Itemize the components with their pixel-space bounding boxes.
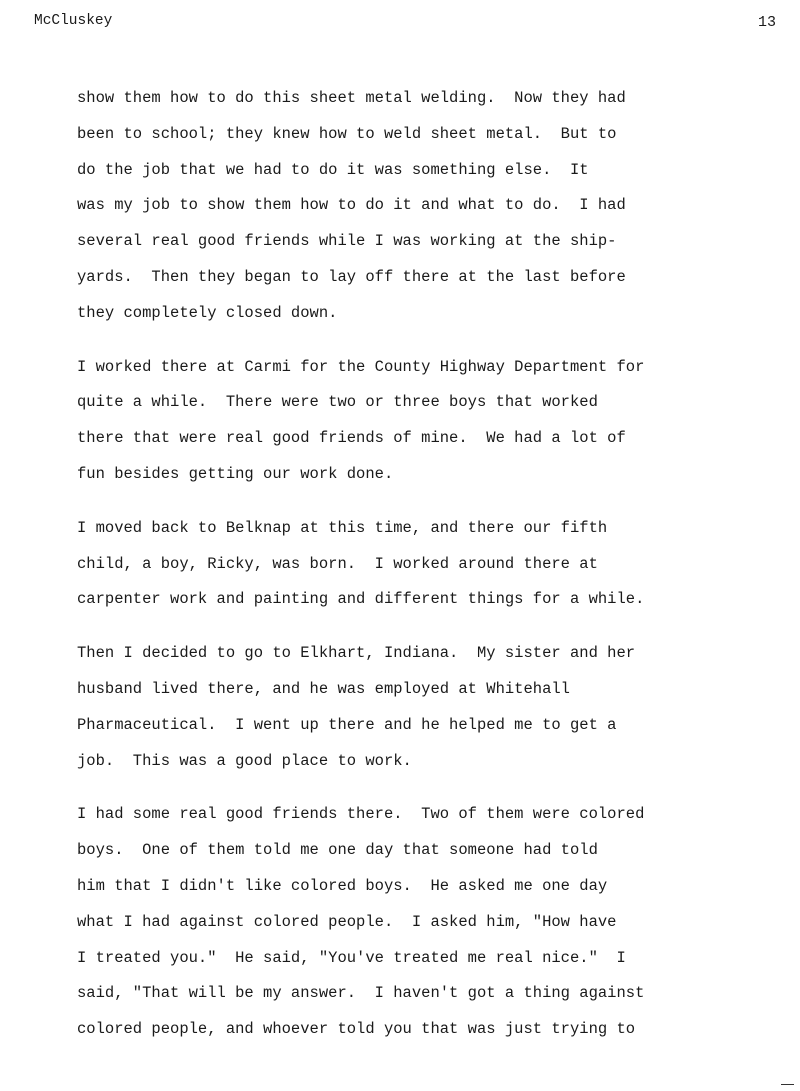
- text-line: I treated you." He said, "You've treated me real nice." I: [77, 948, 626, 967]
- text-line: there that were real good friends of mine. We had a lot of: [77, 429, 626, 448]
- text-line: him that I didn't like colored boys. He asked me one day: [77, 876, 608, 895]
- running-header-author: McCluskey: [34, 13, 113, 29]
- text-line: carpenter work and painting and different things for a while.: [77, 590, 645, 609]
- paragraph: [77, 511, 777, 618]
- text-line: been to school; they knew how to weld sheet metal. But to: [77, 124, 617, 143]
- text-line: show them how to do this sheet metal welding. Now they had: [77, 89, 626, 107]
- text-line: job. This was a good place to work.: [77, 751, 412, 770]
- paragraph: [77, 636, 777, 779]
- text-line: I moved back to Belknap at this time, and there our fifth: [77, 518, 608, 537]
- document-body: [77, 81, 777, 1066]
- text-line: fun besides getting our work done.: [77, 464, 394, 483]
- text-line: they completely closed down.: [77, 303, 338, 322]
- text-line: do the job that we had to do it was something else. It: [77, 160, 589, 179]
- text-line: several real good friends while I was working at the ship-: [77, 232, 617, 251]
- paragraph: [77, 350, 777, 493]
- text-line: Then I decided to go to Elkhart, Indiana. My sister and her: [77, 644, 636, 663]
- text-line: I had some real good friends there. Two of them were colored: [77, 805, 645, 824]
- text-line: was my job to show them how to do it and what to do. I had: [77, 196, 626, 215]
- text-line: husband lived there, and he was employed at Whitehall: [77, 679, 570, 698]
- text-line: I worked there at Carmi for the County Highway Department for: [77, 357, 645, 376]
- text-line: quite a while. There were two or three boys that worked: [77, 393, 598, 412]
- text-line: what I had against colored people. I asked him, "How have: [77, 912, 617, 931]
- text-line: boys. One of them told me one day that someone had told: [77, 841, 598, 860]
- text-line: Pharmaceutical. I went up there and he helped me to get a: [77, 715, 617, 734]
- text-line: said, "That will be my answer. I haven't got a thing against: [77, 984, 645, 1003]
- text-line: child, a boy, Ricky, was born. I worked around there at: [77, 554, 598, 573]
- text-line: yards. Then they began to lay off there at the last before: [77, 267, 626, 286]
- paragraph: [77, 81, 777, 332]
- paragraph: [77, 797, 777, 1048]
- text-line: colored people, and whoever told you that was just trying to: [77, 1020, 636, 1039]
- page-number: 13: [757, 14, 776, 31]
- page-edge-mark: [781, 1084, 794, 1085]
